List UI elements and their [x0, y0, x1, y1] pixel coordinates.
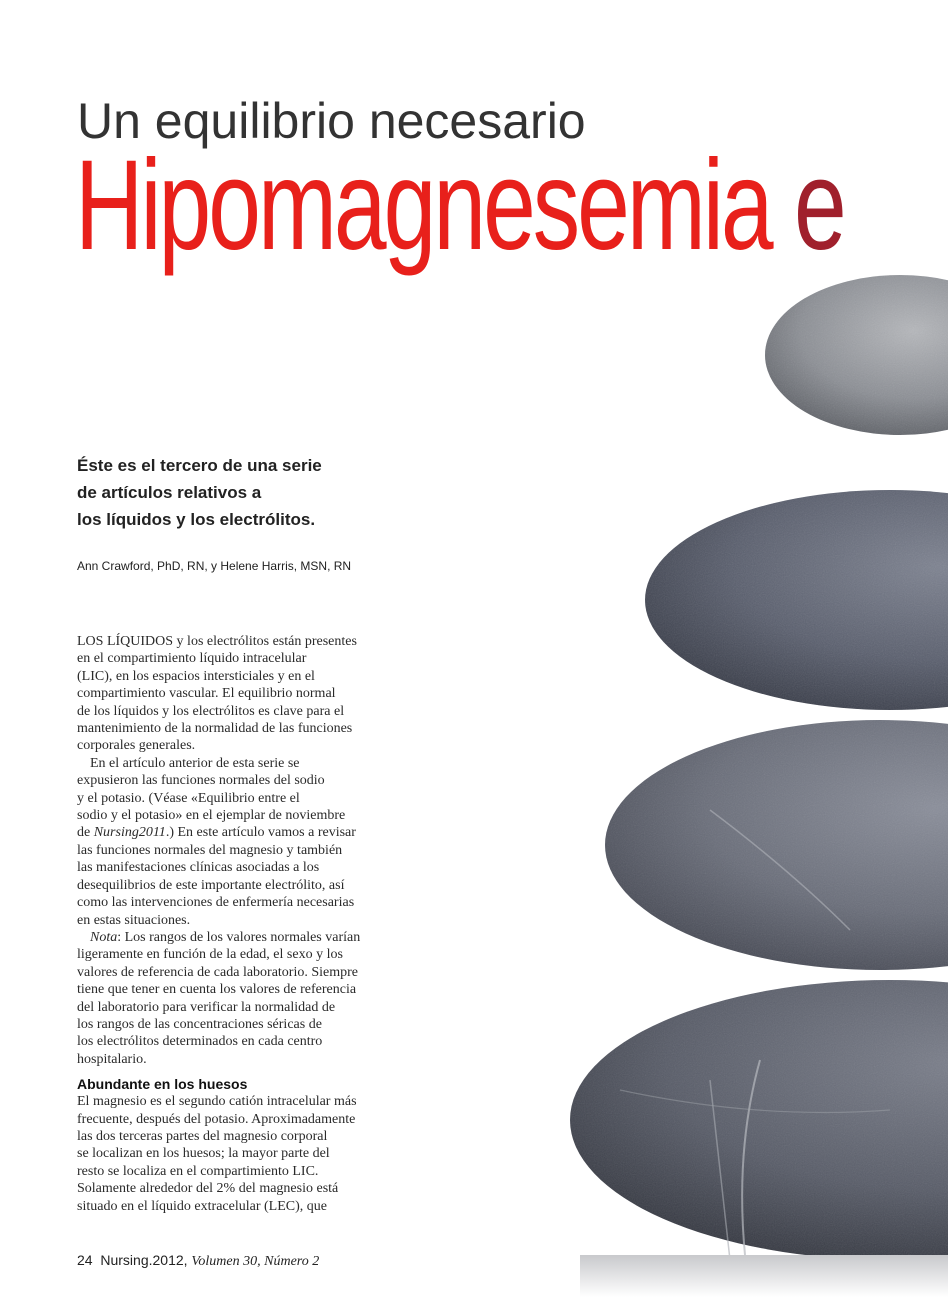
- page-footer: [77, 1252, 319, 1270]
- body-paragraph-1: LOS LÍQUIDOS y los electrólitos están presentes en el compartimiento líquido intracelular (LIC), en los espacios intersticiales y en el compartimiento vascular. El equilibrio normal de los líquidos y los electrólitos es clave para el mantenimiento de la normalidad de las funciones corporales generales.: [77, 634, 357, 754]
- journal-reference: Nursing2011: [93, 825, 166, 841]
- article-body: [77, 633, 385, 1215]
- issue-info: Volumen 30, Número 2: [191, 1254, 320, 1269]
- body-paragraph-section: El magnesio es el segundo catión intracelular más frecuente, después del potasio. Aproximadamente las dos terceras partes del magnesio corporal se localizan en los huesos; la mayor parte del resto se localiza en el compartimiento LIC. Solamente alrededor del 2% del magnesio está situado en el líquido extracelular (LEC), que: [77, 1094, 357, 1214]
- article-authors: Ann Crawford, PhD, RN, y Helene Harris, MSN, RN: [77, 559, 352, 573]
- article-deck: [77, 452, 377, 533]
- deck-line: Éste es el tercero de una serie: [77, 456, 322, 475]
- body-paragraph-2: En el artículo anterior de esta serie se expusieron las funciones normales del sodio y el potasio. (Véase «Equilibrio entre el sodio y el potasio» en el ejemplar de noviembre de Nursing2011.) En este artículo vamos a revisar las funciones normales del magnesio y también las manifestaciones clínicas asociadas a los desequilibrios de este importante electrólito, así como las intervenciones de enfermería necesarias en estas situaciones.: [77, 755, 356, 928]
- series-kicker: Un equilibrio necesario: [77, 93, 586, 149]
- title-main: Hipomagnesemia: [75, 134, 771, 277]
- section-heading: Abundante en los huesos: [77, 1076, 248, 1093]
- journal-name: Nursing.2012,: [100, 1252, 188, 1268]
- stacked-stones-image: [560, 270, 948, 1297]
- deck-line: de artículos relativos a: [77, 483, 262, 502]
- article-title: [75, 134, 844, 277]
- note-label: Nota: [90, 929, 118, 945]
- page-number: 24: [77, 1252, 93, 1268]
- deck-line: los líquidos y los electrólitos.: [77, 510, 316, 529]
- body-paragraph-note: Nota: Los rangos de los valores normales varían ligeramente en función de la edad, el sexo y los valores de referencia de cada laboratorio. Siempre tiene que tener en cuenta los valores de referencia del laboratorio para verificar la normalidad de los rangos de las concentraciones séricas de los electrólitos determinados en cada centro hospitalario.: [77, 929, 361, 1067]
- title-continuation: e: [770, 134, 844, 277]
